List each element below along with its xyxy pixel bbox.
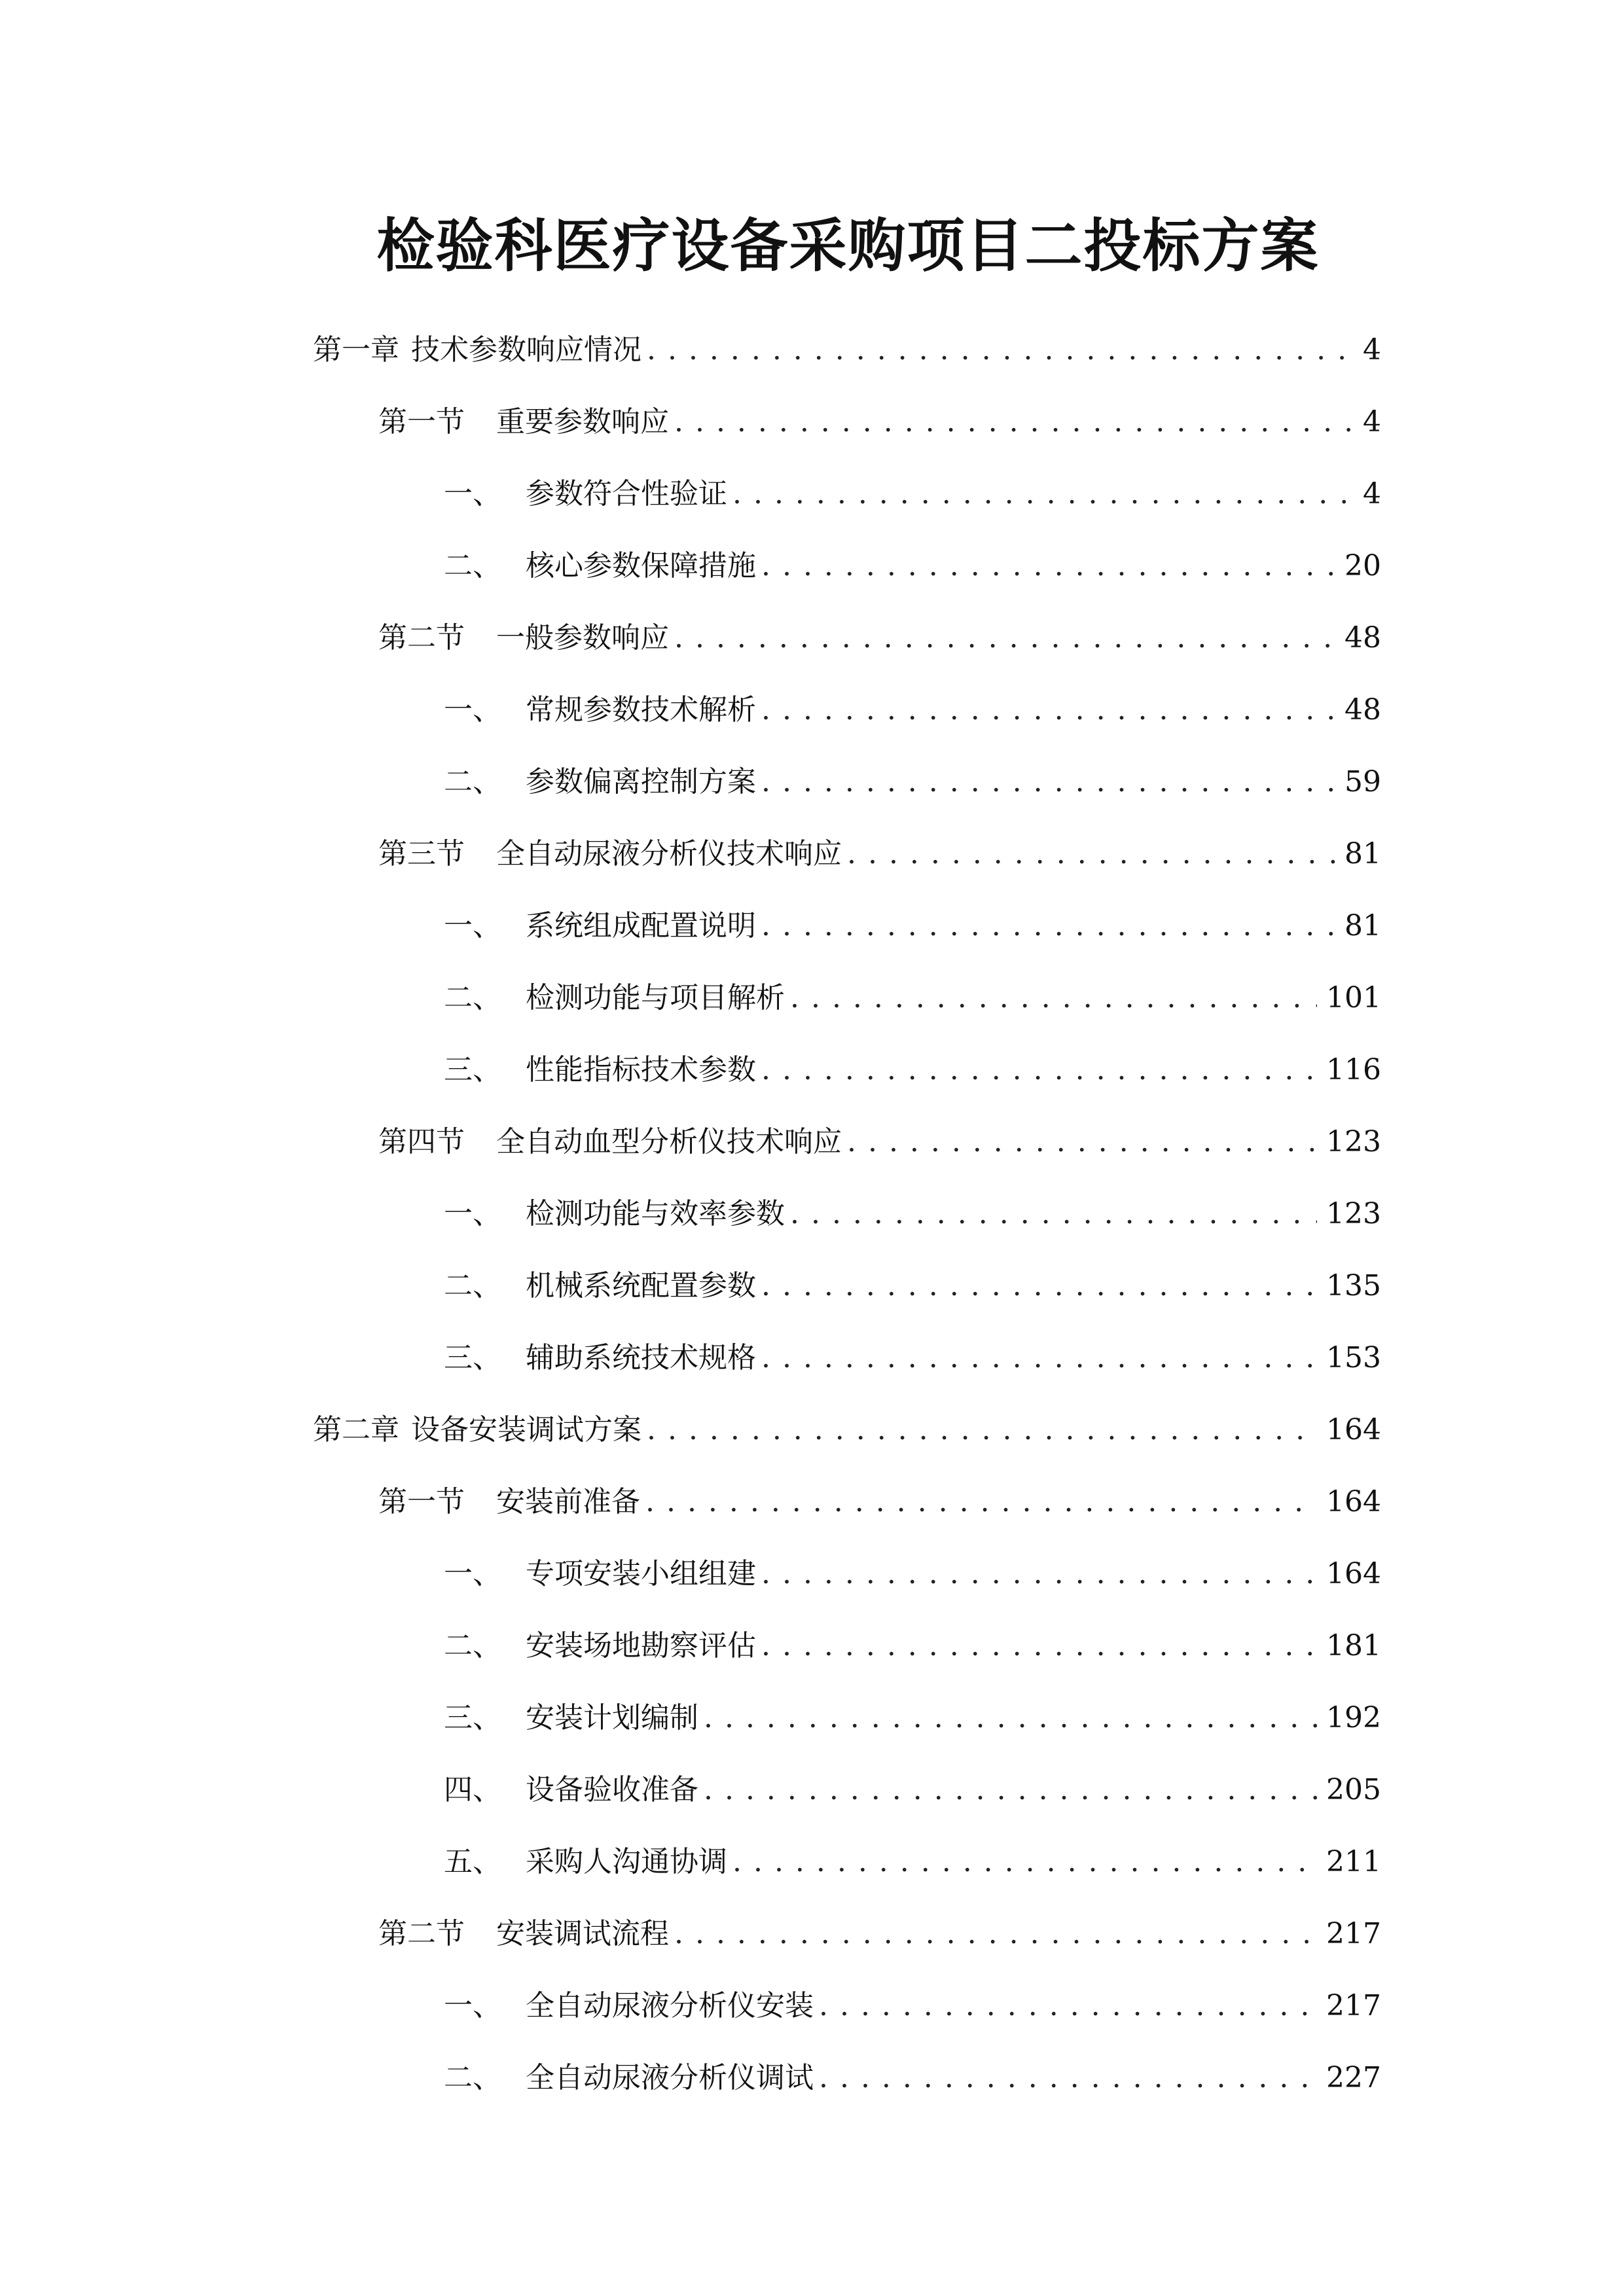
toc-entry[interactable]	[444, 530, 1381, 602]
toc-dot-leader	[790, 978, 1317, 1018]
toc-entry-title: 全自动血型分析仪技术响应	[496, 1125, 842, 1158]
toc-dot-leader	[819, 1986, 1317, 2026]
toc-entry[interactable]	[444, 1970, 1381, 2042]
toc-entry-page-number: 81	[1344, 909, 1381, 942]
toc-dot-leader	[704, 1698, 1317, 1738]
toc-entry-number: 一、	[444, 909, 501, 942]
toc-entry[interactable]	[444, 458, 1381, 530]
toc-dot-leader	[674, 1914, 1317, 1954]
toc-entry-title: 辅助系统技术规格	[526, 1341, 756, 1374]
toc-entry-title: 安装前准备	[496, 1485, 640, 1518]
toc-entry-title: 全自动尿液分析仪技术响应	[496, 837, 842, 870]
toc-dot-leader	[674, 619, 1335, 658]
toc-dot-leader	[847, 1122, 1317, 1162]
toc-entry-page-number: 211	[1326, 1845, 1381, 1878]
toc-entry[interactable]	[444, 746, 1381, 818]
toc-entry[interactable]	[313, 314, 1381, 386]
toc-entry-number: 三、	[444, 1341, 501, 1374]
toc-entry-number: 三、	[444, 1053, 501, 1086]
toc-entry[interactable]	[313, 1394, 1381, 1466]
toc-entry-title: 参数偏离控制方案	[526, 765, 756, 798]
toc-entry-page-number: 4	[1363, 405, 1381, 439]
toc-dot-leader	[732, 475, 1354, 514]
document-title: 检验科医疗设备采购项目二投标方案	[376, 211, 1320, 279]
toc-entry-page-number: 205	[1326, 1773, 1381, 1806]
toc-dot-leader	[674, 403, 1354, 442]
toc-entry[interactable]	[378, 1106, 1381, 1178]
toc-dot-leader	[761, 762, 1335, 802]
toc-entry-title: 安装调试流程	[496, 1917, 669, 1950]
toc-entry[interactable]	[378, 1898, 1381, 1970]
toc-entry-page-number: 227	[1326, 2061, 1381, 2094]
toc-entry-page-number: 48	[1344, 693, 1381, 726]
toc-entry-title: 系统组成配置说明	[526, 909, 756, 942]
toc-entry-page-number: 123	[1326, 1197, 1381, 1230]
toc-entry-number: 二、	[444, 765, 501, 798]
toc-entry-number: 第三节	[378, 837, 465, 870]
toc-entry[interactable]	[444, 890, 1381, 962]
toc-entry-title: 核心参数保障措施	[526, 549, 756, 583]
toc-dot-leader	[761, 906, 1335, 946]
toc-dot-leader	[761, 1338, 1317, 1378]
toc-entry-page-number: 116	[1326, 1053, 1381, 1086]
toc-entry[interactable]	[444, 1682, 1381, 1754]
toc-dot-leader	[761, 691, 1335, 730]
toc-entry[interactable]	[444, 962, 1381, 1034]
toc-entry-title: 一般参数响应	[496, 621, 669, 655]
toc-entry-number: 一、	[444, 1989, 501, 2022]
toc-entry[interactable]	[444, 1754, 1381, 1826]
toc-dot-leader	[819, 2058, 1317, 2098]
toc-entry-title: 全自动尿液分析仪安装	[526, 1989, 814, 2022]
toc-entry-number: 三、	[444, 1701, 501, 1734]
toc-entry-title: 机械系统配置参数	[526, 1269, 756, 1302]
toc-entry-number: 一、	[444, 477, 501, 511]
toc-entry-number: 二、	[444, 1269, 501, 1302]
toc-entry[interactable]	[444, 2042, 1381, 2114]
toc-dot-leader	[704, 1770, 1317, 1810]
toc-entry-title: 安装场地勘察评估	[526, 1629, 756, 1662]
toc-entry-number: 一、	[444, 1197, 501, 1230]
toc-entry-title: 检测功能与项目解析	[526, 981, 785, 1014]
toc-entry[interactable]	[378, 602, 1381, 674]
toc-entry-page-number: 217	[1326, 1917, 1381, 1950]
toc-dot-leader	[647, 331, 1354, 370]
toc-entry-number: 第一节	[378, 1485, 465, 1518]
toc-entry-number: 第二节	[378, 621, 465, 655]
toc-entry[interactable]	[444, 1826, 1381, 1898]
toc-entry-page-number: 135	[1326, 1269, 1381, 1302]
toc-entry[interactable]	[378, 1466, 1381, 1538]
toc-entry-number: 一、	[444, 1557, 501, 1590]
toc-entry-title: 专项安装小组组建	[526, 1557, 756, 1590]
toc-dot-leader	[647, 1410, 1317, 1450]
toc-entry[interactable]	[444, 1322, 1381, 1394]
toc-entry[interactable]	[378, 818, 1381, 890]
toc-entry-number: 四、	[444, 1773, 501, 1806]
toc-entry-title: 安装计划编制	[526, 1701, 698, 1734]
toc-dot-leader	[761, 1626, 1317, 1666]
toc-entry-page-number: 164	[1326, 1557, 1381, 1590]
toc-entry-page-number: 123	[1326, 1125, 1381, 1158]
toc-dot-leader	[761, 1050, 1317, 1090]
toc-dot-leader	[761, 1554, 1317, 1594]
toc-entry-page-number: 48	[1344, 621, 1381, 655]
toc-entry-page-number: 4	[1363, 333, 1381, 367]
toc-dot-leader	[847, 834, 1335, 874]
toc-entry-title: 设备验收准备	[526, 1773, 698, 1806]
toc-entry[interactable]	[444, 674, 1381, 746]
toc-entry[interactable]	[444, 1034, 1381, 1106]
toc-entry-page-number: 217	[1326, 1989, 1381, 2022]
toc-entry-page-number: 101	[1326, 981, 1381, 1014]
toc-entry-number: 二、	[444, 549, 501, 583]
toc-entry-title: 检测功能与效率参数	[526, 1197, 785, 1230]
toc-entry-page-number: 192	[1326, 1701, 1381, 1734]
toc-entry-number: 二、	[444, 981, 501, 1014]
toc-entry-number: 第四节	[378, 1125, 465, 1158]
toc-entry-title: 参数符合性验证	[526, 477, 727, 511]
toc-entry-number: 五、	[444, 1845, 501, 1878]
toc-entry-title: 设备安装调试方案	[411, 1413, 641, 1446]
toc-entry-title: 性能指标技术参数	[526, 1053, 756, 1086]
toc-entry-number: 第一节	[378, 405, 465, 439]
toc-entry-page-number: 181	[1326, 1629, 1381, 1662]
toc-entry-page-number: 59	[1344, 765, 1381, 798]
toc-entry-title: 重要参数响应	[496, 405, 669, 439]
toc-entry[interactable]	[378, 386, 1381, 458]
toc-entry-page-number: 164	[1326, 1485, 1381, 1518]
toc-entry-number: 二、	[444, 1629, 501, 1662]
toc-entry-title: 采购人沟通协调	[526, 1845, 727, 1878]
toc-entry-page-number: 164	[1326, 1413, 1381, 1446]
toc-dot-leader	[790, 1194, 1317, 1234]
toc-entry[interactable]	[444, 1610, 1381, 1682]
toc-entry[interactable]	[444, 1178, 1381, 1250]
toc-entry-number: 第二章	[313, 1413, 399, 1446]
toc-dot-leader	[761, 1266, 1317, 1306]
toc-dot-leader	[645, 1482, 1317, 1522]
toc-dot-leader	[761, 547, 1335, 586]
toc-entry-number: 第二节	[378, 1917, 465, 1950]
toc-entry[interactable]	[444, 1538, 1381, 1610]
toc-entry-title: 技术参数响应情况	[411, 333, 641, 367]
toc-entry-title: 常规参数技术解析	[526, 693, 756, 726]
toc-entry-number: 第一章	[313, 333, 399, 367]
toc-entry-page-number: 4	[1363, 477, 1381, 511]
toc-entry-number: 一、	[444, 693, 501, 726]
toc-entry-page-number: 153	[1326, 1341, 1381, 1374]
toc-entry-number: 二、	[444, 2061, 501, 2094]
toc-entry-title: 全自动尿液分析仪调试	[526, 2061, 814, 2094]
toc-entry[interactable]	[444, 1250, 1381, 1322]
toc-dot-leader	[732, 1842, 1317, 1882]
toc-entry-page-number: 20	[1344, 549, 1381, 583]
toc-entry-page-number: 81	[1344, 837, 1381, 870]
